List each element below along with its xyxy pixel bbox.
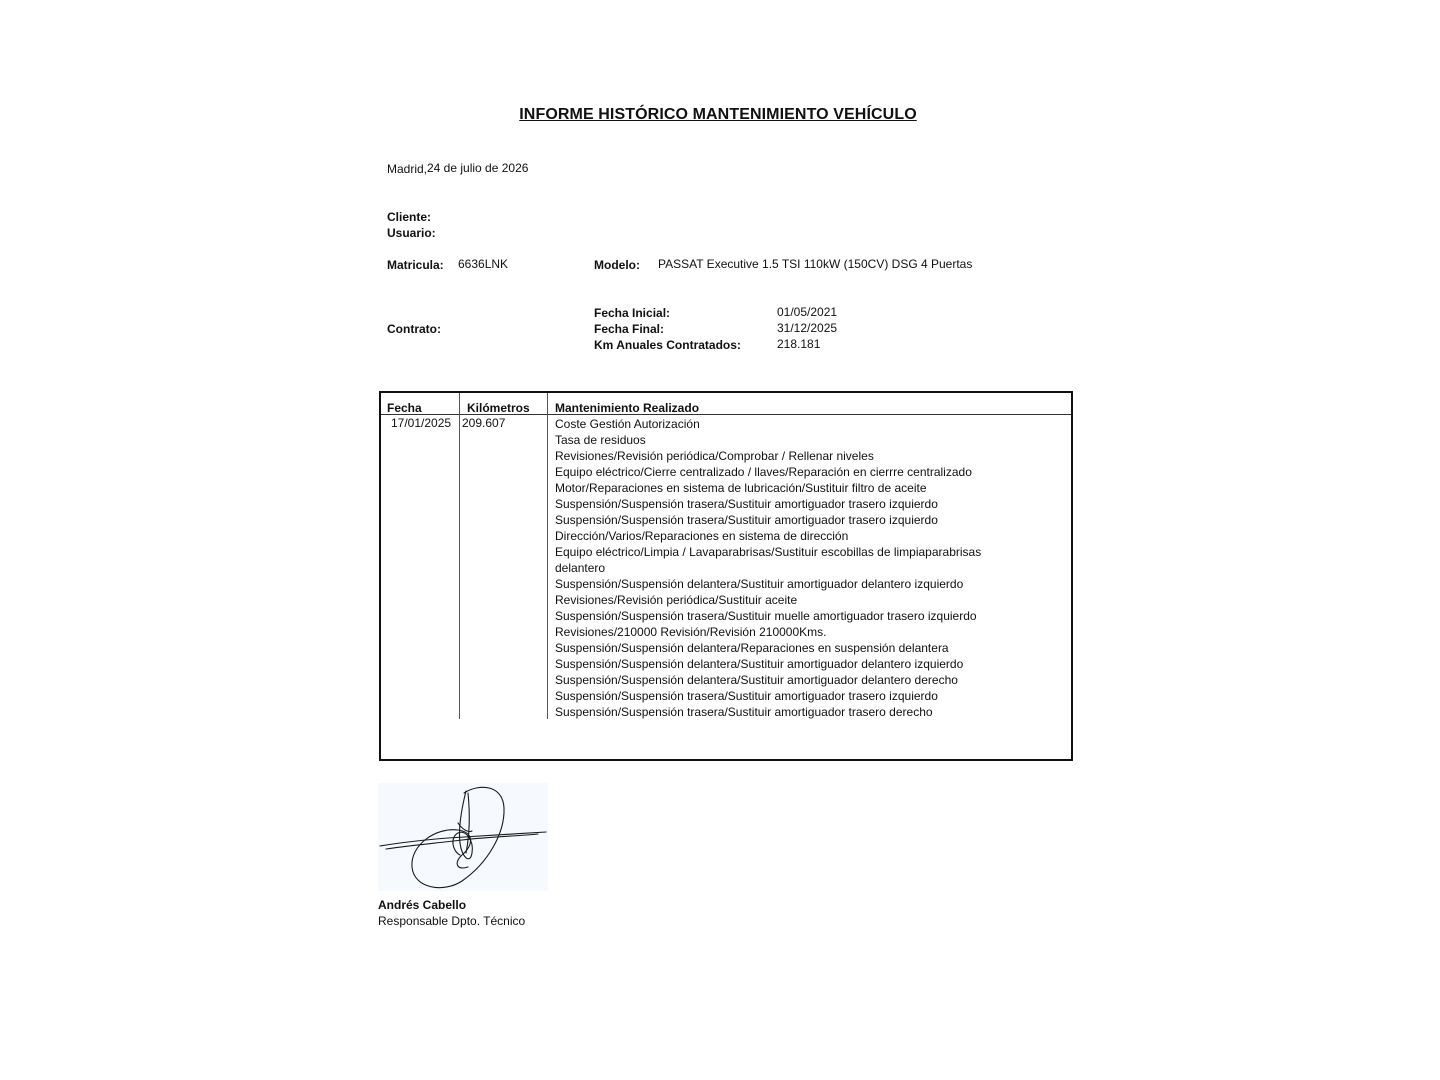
header-fecha: Fecha [387,401,422,415]
signatory-name: Andrés Cabello [378,898,467,912]
fecha-inicial-value: 01/05/2021 [777,305,838,319]
row-kilometros: 209.607 [462,416,506,430]
contrato-label: Contrato: [387,322,441,336]
maintenance-item: Revisiones/210000 Revisión/Revisión 210000Kms. [555,625,827,639]
maintenance-item: Suspensión/Suspensión delantera/Reparaciones en suspensión delantera [555,641,949,655]
maintenance-item: Suspensión/Suspensión delantera/Sustituir amortiguador delantero izquierdo [555,657,964,671]
header-mantenimiento: Mantenimiento Realizado [555,401,700,415]
maintenance-item: Coste Gestión Autorización [555,417,700,431]
maintenance-table [379,391,1073,761]
maintenance-item: Motor/Reparaciones en sistema de lubricación/Sustituir filtro de aceite [555,481,927,495]
maintenance-item: Tasa de residuos [555,433,646,447]
matricula-label: Matricula: [387,258,444,272]
maintenance-items-list [555,416,981,720]
maintenance-item: Suspensión/Suspensión trasera/Sustituir amortiguador trasero derecho [555,705,933,719]
fecha-final-label: Fecha Final: [594,322,665,336]
maintenance-item: Suspensión/Suspensión delantera/Sustituir amortiguador delantero izquierdo [555,577,964,591]
row-fecha: 17/01/2025 [391,416,452,430]
cliente-label: Cliente: [387,210,432,224]
document-date: 24 de julio de 2026 [427,161,529,175]
maintenance-item: Suspensión/Suspensión trasera/Sustituir amortiguador trasero izquierdo [555,513,938,527]
modelo-value: PASSAT Executive 1.5 TSI 110kW (150CV) DSG 4 Puertas [658,257,973,271]
document-place: Madrid, [387,162,428,176]
signature-image [378,783,548,891]
header-kilometros: Kilómetros [467,401,530,415]
fecha-final-value: 31/12/2025 [777,321,838,335]
column-divider-kilometros [547,393,548,719]
km-anuales-label: Km Anuales Contratados: [594,338,741,352]
document-title: INFORME HISTÓRICO MANTENIMIENTO VEHÍCULO [519,106,917,123]
maintenance-item: Suspensión/Suspensión trasera/Sustituir muelle amortiguador trasero izquierdo [555,609,977,623]
fecha-inicial-label: Fecha Inicial: [594,306,671,320]
modelo-label: Modelo: [594,258,640,272]
maintenance-item: Dirección/Varios/Reparaciones en sistema de dirección [555,529,849,543]
usuario-label: Usuario: [387,226,436,240]
matricula-value: 6636LNK [458,257,509,271]
column-divider-fecha [459,393,460,719]
maintenance-item: delantero [555,561,606,575]
maintenance-item: Suspensión/Suspensión trasera/Sustituir amortiguador trasero izquierdo [555,689,938,703]
maintenance-item: Revisiones/Revisión periódica/Sustituir aceite [555,593,798,607]
maintenance-item: Suspensión/Suspensión trasera/Sustituir amortiguador trasero izquierdo [555,497,938,511]
km-anuales-value: 218.181 [777,337,821,351]
maintenance-item: Equipo eléctrico/Cierre centralizado / llaves/Reparación en cierrre centralizado [555,465,972,479]
maintenance-item: Revisiones/Revisión periódica/Comprobar / Rellenar niveles [555,449,874,463]
signatory-role: Responsable Dpto. Técnico [378,914,526,928]
maintenance-item: Suspensión/Suspensión delantera/Sustituir amortiguador delantero derecho [555,673,958,687]
signature-icon [378,783,548,891]
maintenance-item: Equipo eléctrico/Limpia / Lavaparabrisas/Sustituir escobillas de limpiaparabrisas [555,545,982,559]
